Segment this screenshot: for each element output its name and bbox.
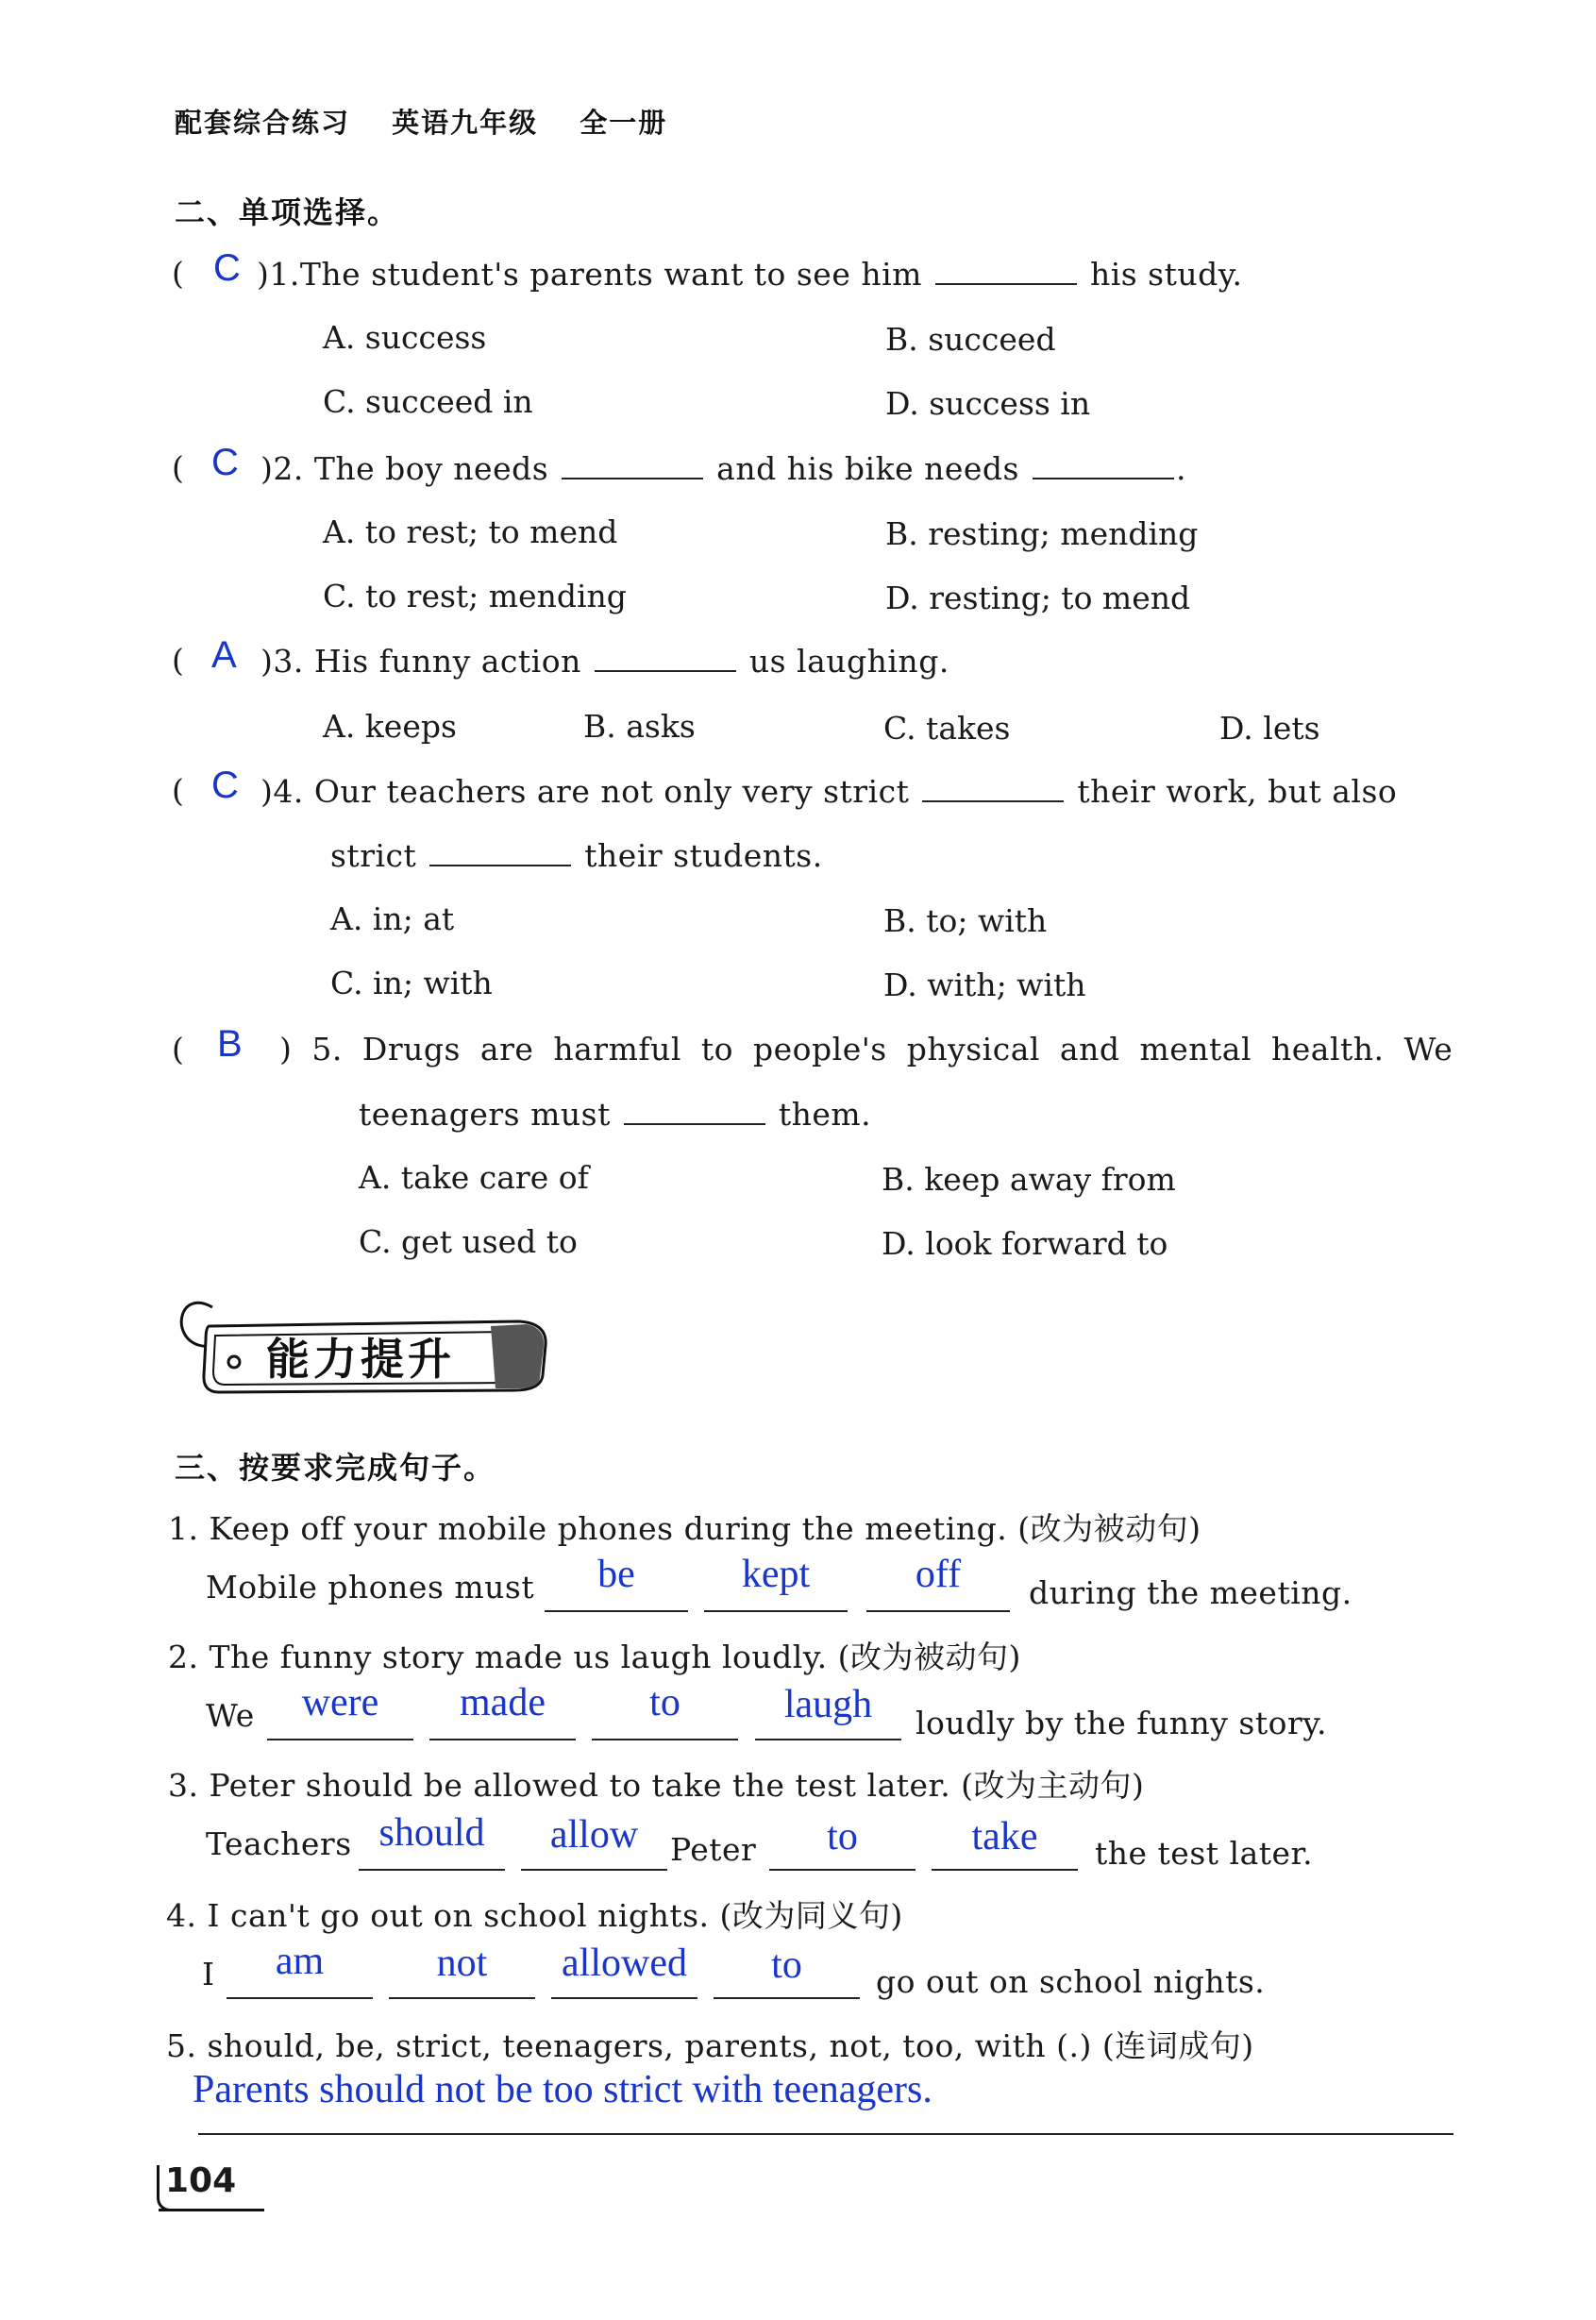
q1-option-c: C. succeed in <box>323 383 533 420</box>
item1-prompt: 1. Keep off your mobile phones during the meeting. (改为被动句) <box>168 1510 1201 1547</box>
q5-stem: ) 5. Drugs are harmful to people's physical and mental health. We <box>279 1031 1453 1068</box>
blank-line <box>545 1610 688 1612</box>
q1-answer: C <box>213 247 241 289</box>
q5-option-b: B. keep away from <box>882 1161 1176 1198</box>
q5-stem-line2: teenagers must them. <box>359 1096 872 1133</box>
header-series: 配套综合练习 <box>175 107 351 139</box>
q3-option-a: A. keeps <box>323 708 457 745</box>
item3-tail: the test later. <box>1095 1835 1314 1872</box>
header-subject: 英语九年级 <box>392 107 539 139</box>
blank-line <box>521 1869 667 1871</box>
item3-middle: Peter <box>670 1831 757 1868</box>
item5-answer-sentence: Parents should not be too strict with teenagers. <box>193 2068 932 2111</box>
blank-line <box>866 1610 1010 1612</box>
q5-answer: B <box>217 1023 243 1065</box>
q1-option-b: B. succeed <box>885 321 1056 358</box>
blank-line <box>551 1997 697 1999</box>
answer-paren: ( <box>172 255 184 292</box>
q4-option-d: D. with; with <box>883 967 1086 1003</box>
q4-option-b: B. to; with <box>883 902 1048 939</box>
q5-option-c: C. get used to <box>359 1223 578 1260</box>
q2-option-b: B. resting; mending <box>885 515 1199 552</box>
item2-answer-1: were <box>301 1681 379 1724</box>
item3-answer-1: should <box>378 1811 485 1855</box>
item3-lead: Teachers <box>206 1825 352 1862</box>
item1-answer-2: kept <box>741 1553 811 1596</box>
q2-answer: C <box>211 442 239 483</box>
section-title-complete-sentences: 三、按要求完成句子。 <box>175 1450 496 1486</box>
q4-stem-line2: strict their students. <box>330 837 823 874</box>
q4-option-a: A. in; at <box>330 900 455 937</box>
book-header <box>175 102 697 141</box>
answer-paren: ( <box>172 642 184 679</box>
blank-line <box>429 1739 576 1740</box>
item4-answer-3: allowed <box>562 1942 687 1985</box>
item1-tail: during the meeting. <box>1029 1574 1352 1611</box>
q3-stem: )3. His funny action us laughing. <box>260 643 949 680</box>
item5-prompt: 5. should, be, strict, teenagers, parents, not, too, with (.) (连词成句) <box>166 2027 1254 2064</box>
q5-option-a: A. take care of <box>359 1159 589 1196</box>
q2-option-a: A. to rest; to mend <box>323 513 618 550</box>
q4-answer: C <box>211 765 239 806</box>
q1-option-a: A. success <box>323 319 487 356</box>
item4-prompt: 4. I can't go out on school nights. (改为同义句) <box>166 1897 903 1934</box>
q3-option-b: B. asks <box>583 708 696 745</box>
blank-line <box>359 1869 505 1871</box>
item4-tail: go out on school nights. <box>876 1963 1266 2000</box>
blank-line <box>755 1739 901 1740</box>
answer-paren: ( <box>172 449 184 486</box>
blank-line <box>932 1869 1078 1871</box>
item2-prompt: 2. The funny story made us laugh loudly. (改为被动句) <box>168 1639 1021 1675</box>
blank-line <box>714 1997 860 1999</box>
item3-answer-4: take <box>971 1815 1038 1858</box>
item1-answer-3: off <box>915 1553 962 1596</box>
q3-answer: A <box>211 634 237 676</box>
item4-answer-1: am <box>275 1940 325 1983</box>
q2-option-c: C. to rest; mending <box>323 578 627 614</box>
item2-answer-4: laugh <box>783 1683 873 1726</box>
page-number-underline <box>159 2209 264 2211</box>
q2-stem: )2. The boy needs and his bike needs . <box>260 450 1186 487</box>
item3-prompt: 3. Peter should be allowed to take the test later. (改为主动句) <box>168 1767 1145 1804</box>
item4-lead: I <box>202 1956 215 1992</box>
header-volume: 全一册 <box>580 107 668 139</box>
item4-answer-2: not <box>436 1942 488 1985</box>
item3-answer-2: allow <box>549 1813 639 1857</box>
item2-lead: We <box>206 1697 255 1734</box>
q5-option-d: D. look forward to <box>882 1225 1168 1262</box>
blank-line <box>704 1610 848 1612</box>
blank-line <box>227 1997 373 1999</box>
blank-line <box>389 1997 535 1999</box>
blank-line <box>267 1739 413 1740</box>
section-title-multiple-choice: 二、单项选择。 <box>175 194 400 230</box>
q3-option-d: D. lets <box>1219 710 1320 747</box>
item1-answer-1: be <box>597 1553 635 1596</box>
q1-stem: )1.The student's parents want to see him his study. <box>257 256 1243 293</box>
item2-answer-3: to <box>649 1681 680 1724</box>
answer-line <box>198 2133 1453 2135</box>
item1-lead: Mobile phones must <box>206 1569 535 1606</box>
item2-answer-2: made <box>460 1681 546 1724</box>
page-number: 104 <box>165 2161 237 2200</box>
blank-line <box>769 1869 916 1871</box>
item3-answer-3: to <box>827 1815 858 1858</box>
q4-stem: )4. Our teachers are not only very strict their work, but also <box>260 773 1398 810</box>
q2-option-d: D. resting; to mend <box>885 580 1191 616</box>
q3-option-c: C. takes <box>883 710 1011 747</box>
blank-line <box>592 1739 738 1740</box>
item2-tail: loudly by the funny story. <box>916 1705 1327 1741</box>
section-badge-label: 能力提升 <box>266 1334 455 1385</box>
answer-paren: ( <box>172 1031 184 1068</box>
q1-option-d: D. success in <box>885 385 1091 422</box>
answer-paren: ( <box>172 772 184 809</box>
q4-option-c: C. in; with <box>330 965 493 1001</box>
item4-answer-4: to <box>771 1943 802 1987</box>
